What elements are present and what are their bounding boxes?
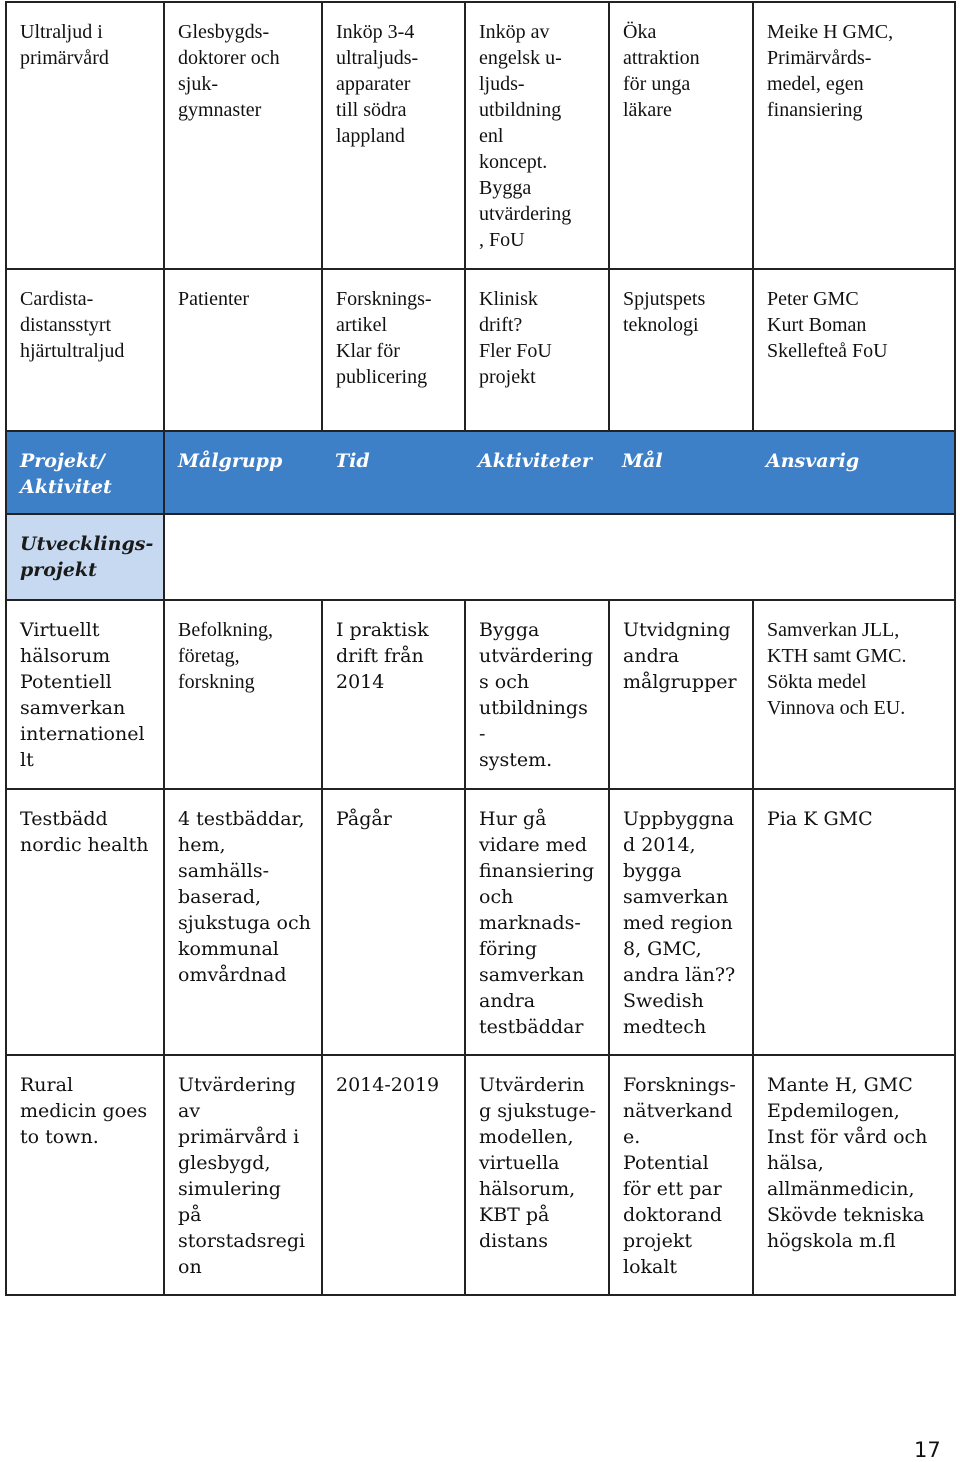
table-row	[6, 789, 955, 1055]
header-time: Tid	[322, 431, 465, 514]
section-label: Utvecklings- projekt	[6, 514, 164, 600]
table-cell: Pia K GMC	[753, 789, 955, 1055]
table-cell: Utvärdering av primärvård i glesbygd, simulering på storstadsregi on	[164, 1055, 322, 1295]
table-cell: Utvidgning andra målgrupper	[609, 600, 753, 789]
table-cell: Befolkning, företag, forskning	[164, 600, 322, 789]
table-cell: I praktisk drift från 2014	[322, 600, 465, 789]
table-row	[6, 269, 955, 431]
table-cell: Patienter	[164, 269, 322, 431]
section-row	[6, 514, 955, 600]
table-cell: Spjutspets teknologi	[609, 269, 753, 431]
table-cell: Inköp av engelsk u- ljuds- utbildning enl koncept. Bygga utvärdering , FoU	[465, 2, 609, 269]
table-cell: Pågår	[322, 789, 465, 1055]
table-cell: Forsknings- nätverkand e. Potential för ett par doktorand projekt lokalt	[609, 1055, 753, 1295]
table-cell: Utvärderin g sjukstuge- modellen, virtuella hälsorum, KBT på distans	[465, 1055, 609, 1295]
table-cell: Meike H GMC, Primärvårds- medel, egen finansiering	[753, 2, 955, 269]
table-cell: Uppbyggna d 2014, bygga samverkan med region 8, GMC, andra län?? Swedish medtech	[609, 789, 753, 1055]
table-cell: Glesbygds- doktorer och sjuk- gymnaster	[164, 2, 322, 269]
header-activities: Aktiviteter	[465, 431, 609, 514]
table-cell: 4 testbäddar, hem, samhälls- baserad, sjukstuga och kommunal omvårdnad	[164, 789, 322, 1055]
table-cell: Inköp 3-4 ultraljuds- apparater till södra lappland	[322, 2, 465, 269]
table-cell: Mante H, GMC Epdemilogen, Inst för vård och hälsa, allmänmedicin, Skövde tekniska högskola m.fl	[753, 1055, 955, 1295]
table-cell: Rural medicin goes to town.	[6, 1055, 164, 1295]
header-responsible: Ansvarig	[753, 431, 955, 514]
table-cell: Öka attraktion för unga läkare	[609, 2, 753, 269]
page-number: 17	[914, 1438, 941, 1462]
table-cell: Cardista- distansstyrt hjärtultraljud	[6, 269, 164, 431]
table-row	[6, 1055, 955, 1295]
table-cell: Klinisk drift? Fler FoU projekt	[465, 269, 609, 431]
section-empty	[164, 514, 955, 600]
table-row	[6, 2, 955, 269]
table-cell: Peter GMC Kurt Boman Skellefteå FoU	[753, 269, 955, 431]
header-goal: Mål	[609, 431, 753, 514]
table-cell: Samverkan JLL, KTH samt GMC. Sökta medel Vinnova och EU.	[753, 600, 955, 789]
table-cell: Testbädd nordic health	[6, 789, 164, 1055]
table-header-row	[6, 431, 955, 514]
table-cell: Forsknings- artikel Klar för publicering	[322, 269, 465, 431]
table-cell: Virtuellt hälsorum Potentiell samverkan internationel lt	[6, 600, 164, 789]
table-cell: Bygga utvärdering s och utbildnings - system.	[465, 600, 609, 789]
table-cell: Ultraljud i primärvård	[6, 2, 164, 269]
project-table	[5, 1, 956, 1296]
header-project: Projekt/ Aktivitet	[6, 431, 164, 514]
table-cell: 2014-2019	[322, 1055, 465, 1295]
header-target-group: Målgrupp	[164, 431, 322, 514]
table-row	[6, 600, 955, 789]
table-cell: Hur gå vidare med finansiering och marknads- föring samverkan andra testbäddar	[465, 789, 609, 1055]
